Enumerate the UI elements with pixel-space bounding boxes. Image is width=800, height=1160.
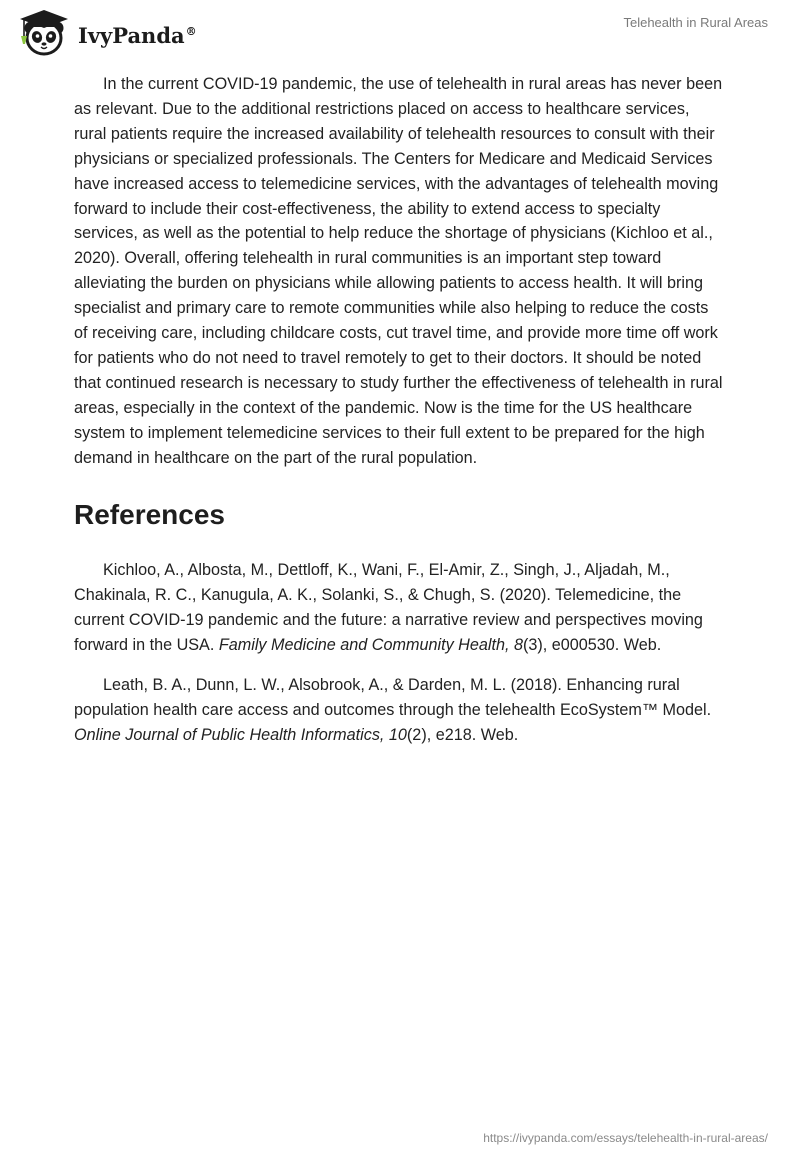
document-content	[74, 72, 726, 748]
reference-issue: (2), e218. Web.	[406, 725, 519, 744]
body-paragraph: In the current COVID-19 pandemic, the use of telehealth in rural areas has never been as relevant. Due to the additional restrictions placed on access to healthcare services, rural patients require the increased availability of telehealth resources to consult with their physicians or specialized professionals. The Centers for Medicare and Medicaid Services have increased access to telemedicine services, with the advantages of telehealth moving forward to include their cost-effectiveness, the ability to extend access to specialty services, as well as the potential to help reduce the shortage of physicians (Kichloo et al., 2020). Overall, offering telehealth in rural communities is an important step toward alleviating the burden on physicians while allowing patients to access health. It will bring specialist and primary care to remote communities while also helping to reduce the costs of receiving care, including childcare costs, cut travel time, and provide more time off work for patients who do not need to travel remotely to get to their doctors. It should be noted that continued research is necessary to study further the effectiveness of telehealth in rural areas, especially in the context of the pandemic. Now is the time for the US healthcare system to implement telemedicine services to their full extent to be prepared for the high demand in healthcare on the part of the rural population.	[74, 75, 723, 467]
reference-journal: Online Journal of Public Health Informatics, 10	[74, 725, 407, 744]
reference-item	[74, 558, 726, 658]
reference-authors-title: Leath, B. A., Dunn, L. W., Alsobrook, A., & Darden, M. L. (2018). Enhancing rural population health care access and outcomes through the telehealth EcoSystem™ Model.	[74, 675, 712, 719]
source-url[interactable]: https://ivypanda.com/essays/telehealth-in-rural-areas/	[483, 1131, 768, 1145]
brand-name: IvyPanda®	[78, 23, 197, 48]
registered-mark: ®	[185, 25, 197, 38]
reference-journal: Family Medicine and Community Health, 8	[218, 635, 523, 654]
page-header	[0, 0, 800, 64]
references-heading: References	[74, 498, 225, 530]
ivypanda-logo[interactable]	[14, 6, 214, 58]
panda-graduation-cap-icon	[14, 6, 74, 58]
reference-item	[74, 673, 726, 748]
reference-issue: (3), e000530. Web.	[522, 635, 662, 654]
running-title: Telehealth in Rural Areas	[623, 15, 768, 30]
reference-authors-title: Kichloo, A., Albosta, M., Dettloff, K., Wani, F., El-Amir, Z., Singh, J., Aljadah, M., Chakinala, R. C., Kanugula, A. K., Solanki, S., & Chugh, S. (2020). Telemedicine, the current COVID-19 pandemic and the future: a narrative review and perspectives moving forward in the USA.	[74, 560, 703, 654]
